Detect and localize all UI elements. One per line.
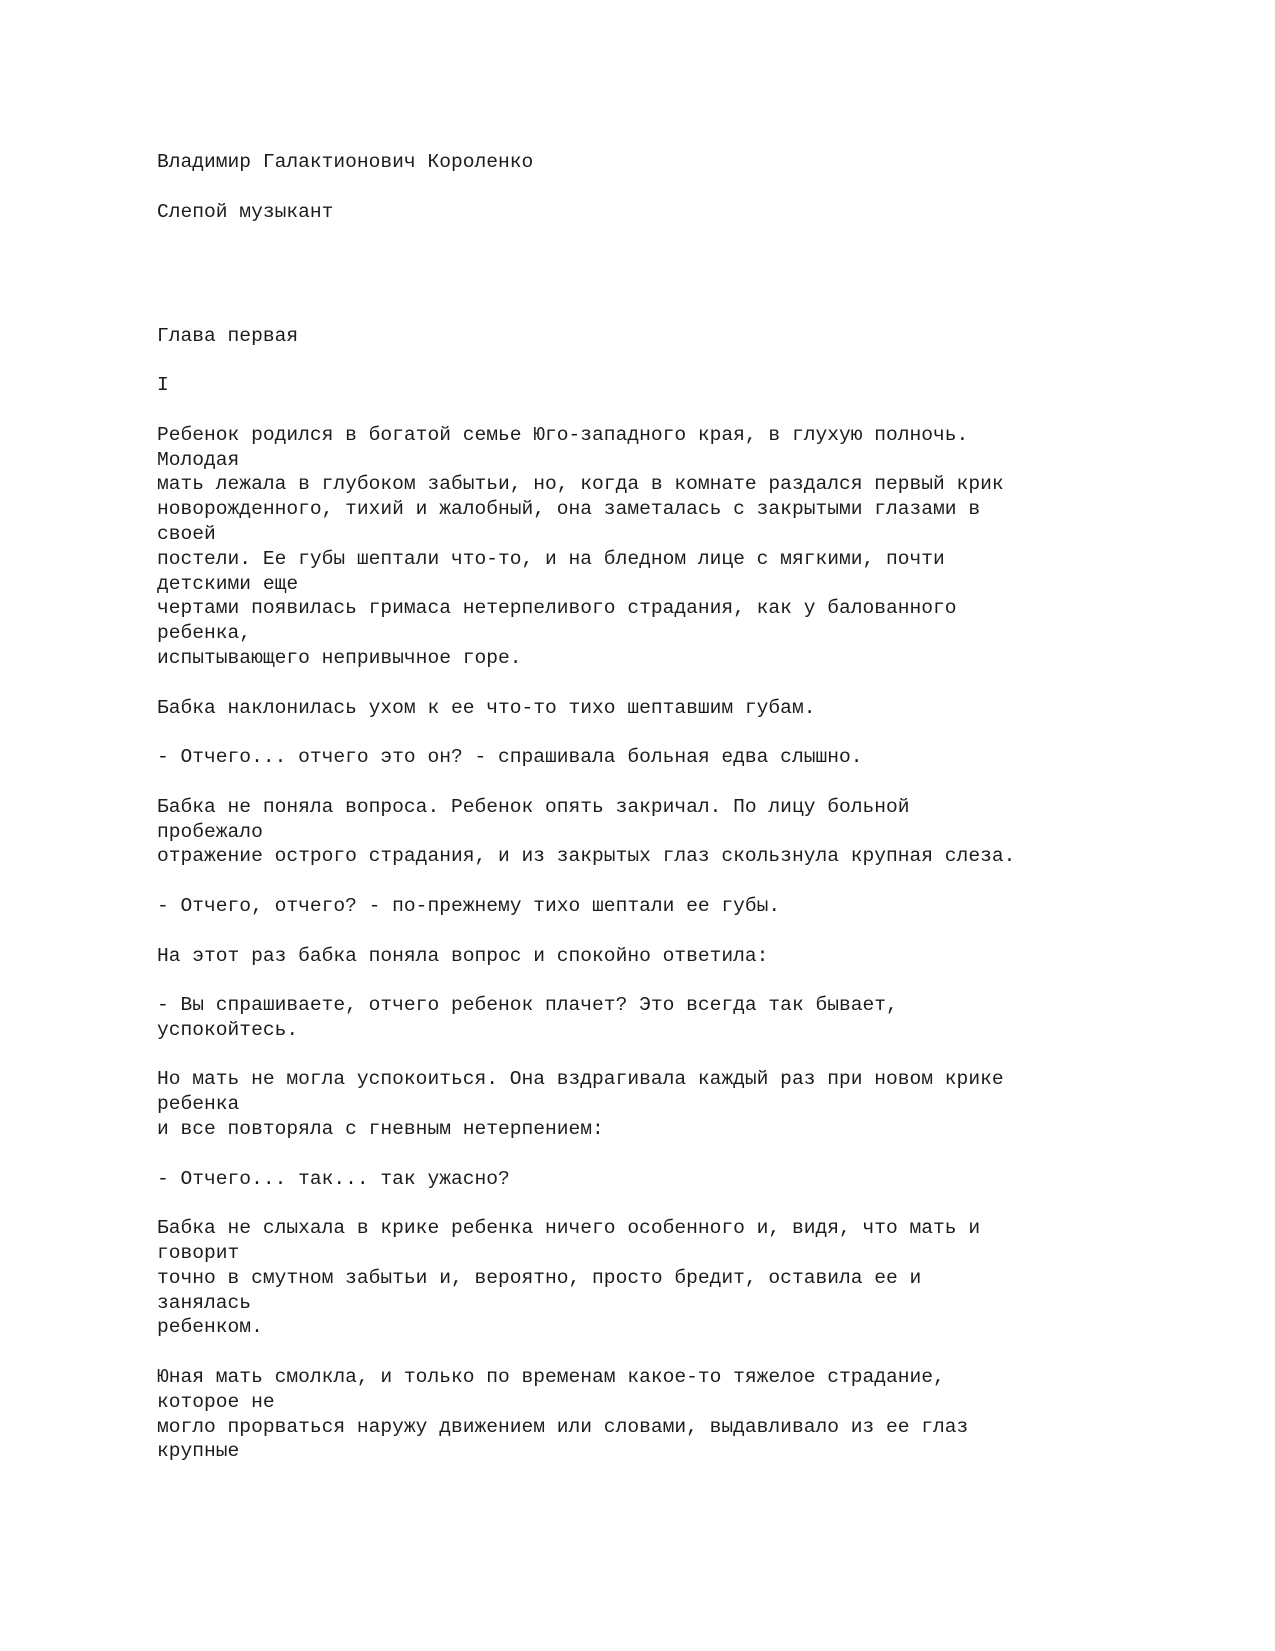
- paragraph: [157, 894, 1237, 919]
- text-line: детскими еще: [157, 572, 299, 595]
- spacer: [157, 398, 1237, 423]
- text-line: На этот раз бабка поняла вопрос и спокойно ответила:: [157, 944, 769, 967]
- text-line: могло прорваться наружу движением или словами, выдавливало из ее глаз: [157, 1415, 969, 1438]
- text-line: крупные: [157, 1440, 240, 1463]
- text-line: чертами появилась гримаса нетерпеливого страдания, как у балованного: [157, 597, 957, 620]
- paragraph: [157, 1365, 1237, 1464]
- text-line: Бабка наклонилась ухом к ее что-то тихо шептавшим губам.: [157, 696, 816, 719]
- spacer: [157, 671, 1237, 696]
- text-line: занялась: [157, 1291, 252, 1314]
- paragraph: [157, 696, 1237, 721]
- spacer: [157, 770, 1237, 795]
- text-line: которое не: [157, 1390, 275, 1413]
- text-line: отражение острого страдания, и из закрытых глаз скользнула крупная слеза.: [157, 845, 1016, 868]
- spacer: [157, 1340, 1237, 1365]
- spacer: [157, 249, 1237, 274]
- paragraph: [157, 993, 1237, 1043]
- text-line: Бабка не поняла вопроса. Ребенок опять закричал. По лицу больной: [157, 795, 910, 818]
- paragraph: [157, 745, 1237, 770]
- paragraphs-container: [157, 423, 1237, 1464]
- text-line: Ребенок родился в богатой семье Юго-западного края, в глухую полночь.: [157, 423, 969, 446]
- text-line: успокойтесь.: [157, 1018, 299, 1041]
- spacer: [157, 1043, 1237, 1068]
- text-line: Юная мать смолкла, и только по временам какое-то тяжелое страдание,: [157, 1366, 945, 1389]
- text-line: новорожденного, тихий и жалобный, она заметалась с закрытыми глазами в: [157, 498, 981, 521]
- text-line: Молодая: [157, 448, 240, 471]
- text-line: и все повторяла с гневным нетерпением:: [157, 1118, 604, 1141]
- paragraph: [157, 795, 1237, 869]
- document-body: [157, 150, 1237, 1464]
- section-number: I: [157, 374, 169, 397]
- paragraph: [157, 1216, 1237, 1340]
- text-line: ребенком.: [157, 1316, 263, 1339]
- spacer: [157, 348, 1237, 373]
- text-line: пробежало: [157, 820, 263, 843]
- text-line: - Отчего... так... так ужасно?: [157, 1167, 510, 1190]
- spacer: [157, 299, 1237, 324]
- text-line: Но мать не могла успокоиться. Она вздрагивала каждый раз при новом крике: [157, 1068, 1004, 1091]
- spacer: [157, 274, 1237, 299]
- spacer: [157, 1191, 1237, 1216]
- author-line: Владимир Галактионович Короленко: [157, 151, 534, 173]
- text-line: своей: [157, 522, 216, 545]
- text-line: ребенка,: [157, 622, 252, 645]
- spacer: [157, 919, 1237, 944]
- text-line: Бабка не слыхала в крике ребенка ничего особенного и, видя, что мать и: [157, 1217, 981, 1240]
- text-line: - Вы спрашиваете, отчего ребенок плачет? Это всегда так бывает,: [157, 994, 898, 1017]
- text-line: говорит: [157, 1242, 240, 1265]
- spacer: [157, 869, 1237, 894]
- text-line: постели. Ее губы шептали что-то, и на бледном лице с мягкими, почти: [157, 547, 945, 570]
- text-line: точно в смутном забытьи и, вероятно, просто бредит, оставила ее и: [157, 1266, 922, 1289]
- spacer: [157, 720, 1237, 745]
- book-title: Слепой музыкант: [157, 200, 334, 223]
- spacer: [157, 224, 1237, 249]
- spacer: [157, 1142, 1237, 1167]
- text-line: - Отчего, отчего? - по-прежнему тихо шептали ее губы.: [157, 894, 781, 917]
- text-line: ребенка: [157, 1093, 240, 1116]
- chapter-heading: Глава первая: [157, 324, 299, 347]
- text-line: испытывающего непривычное горе.: [157, 646, 522, 669]
- text-line: мать лежала в глубоком забытьи, но, когда в комнате раздался первый крик: [157, 473, 1004, 496]
- spacer: [157, 175, 1237, 200]
- text-line: - Отчего... отчего это он? - спрашивала больная едва слышно.: [157, 746, 863, 769]
- paragraph: [157, 423, 1237, 671]
- spacer: [157, 968, 1237, 993]
- paragraph: [157, 1067, 1237, 1141]
- paragraph: [157, 944, 1237, 969]
- paragraph: [157, 1167, 1237, 1192]
